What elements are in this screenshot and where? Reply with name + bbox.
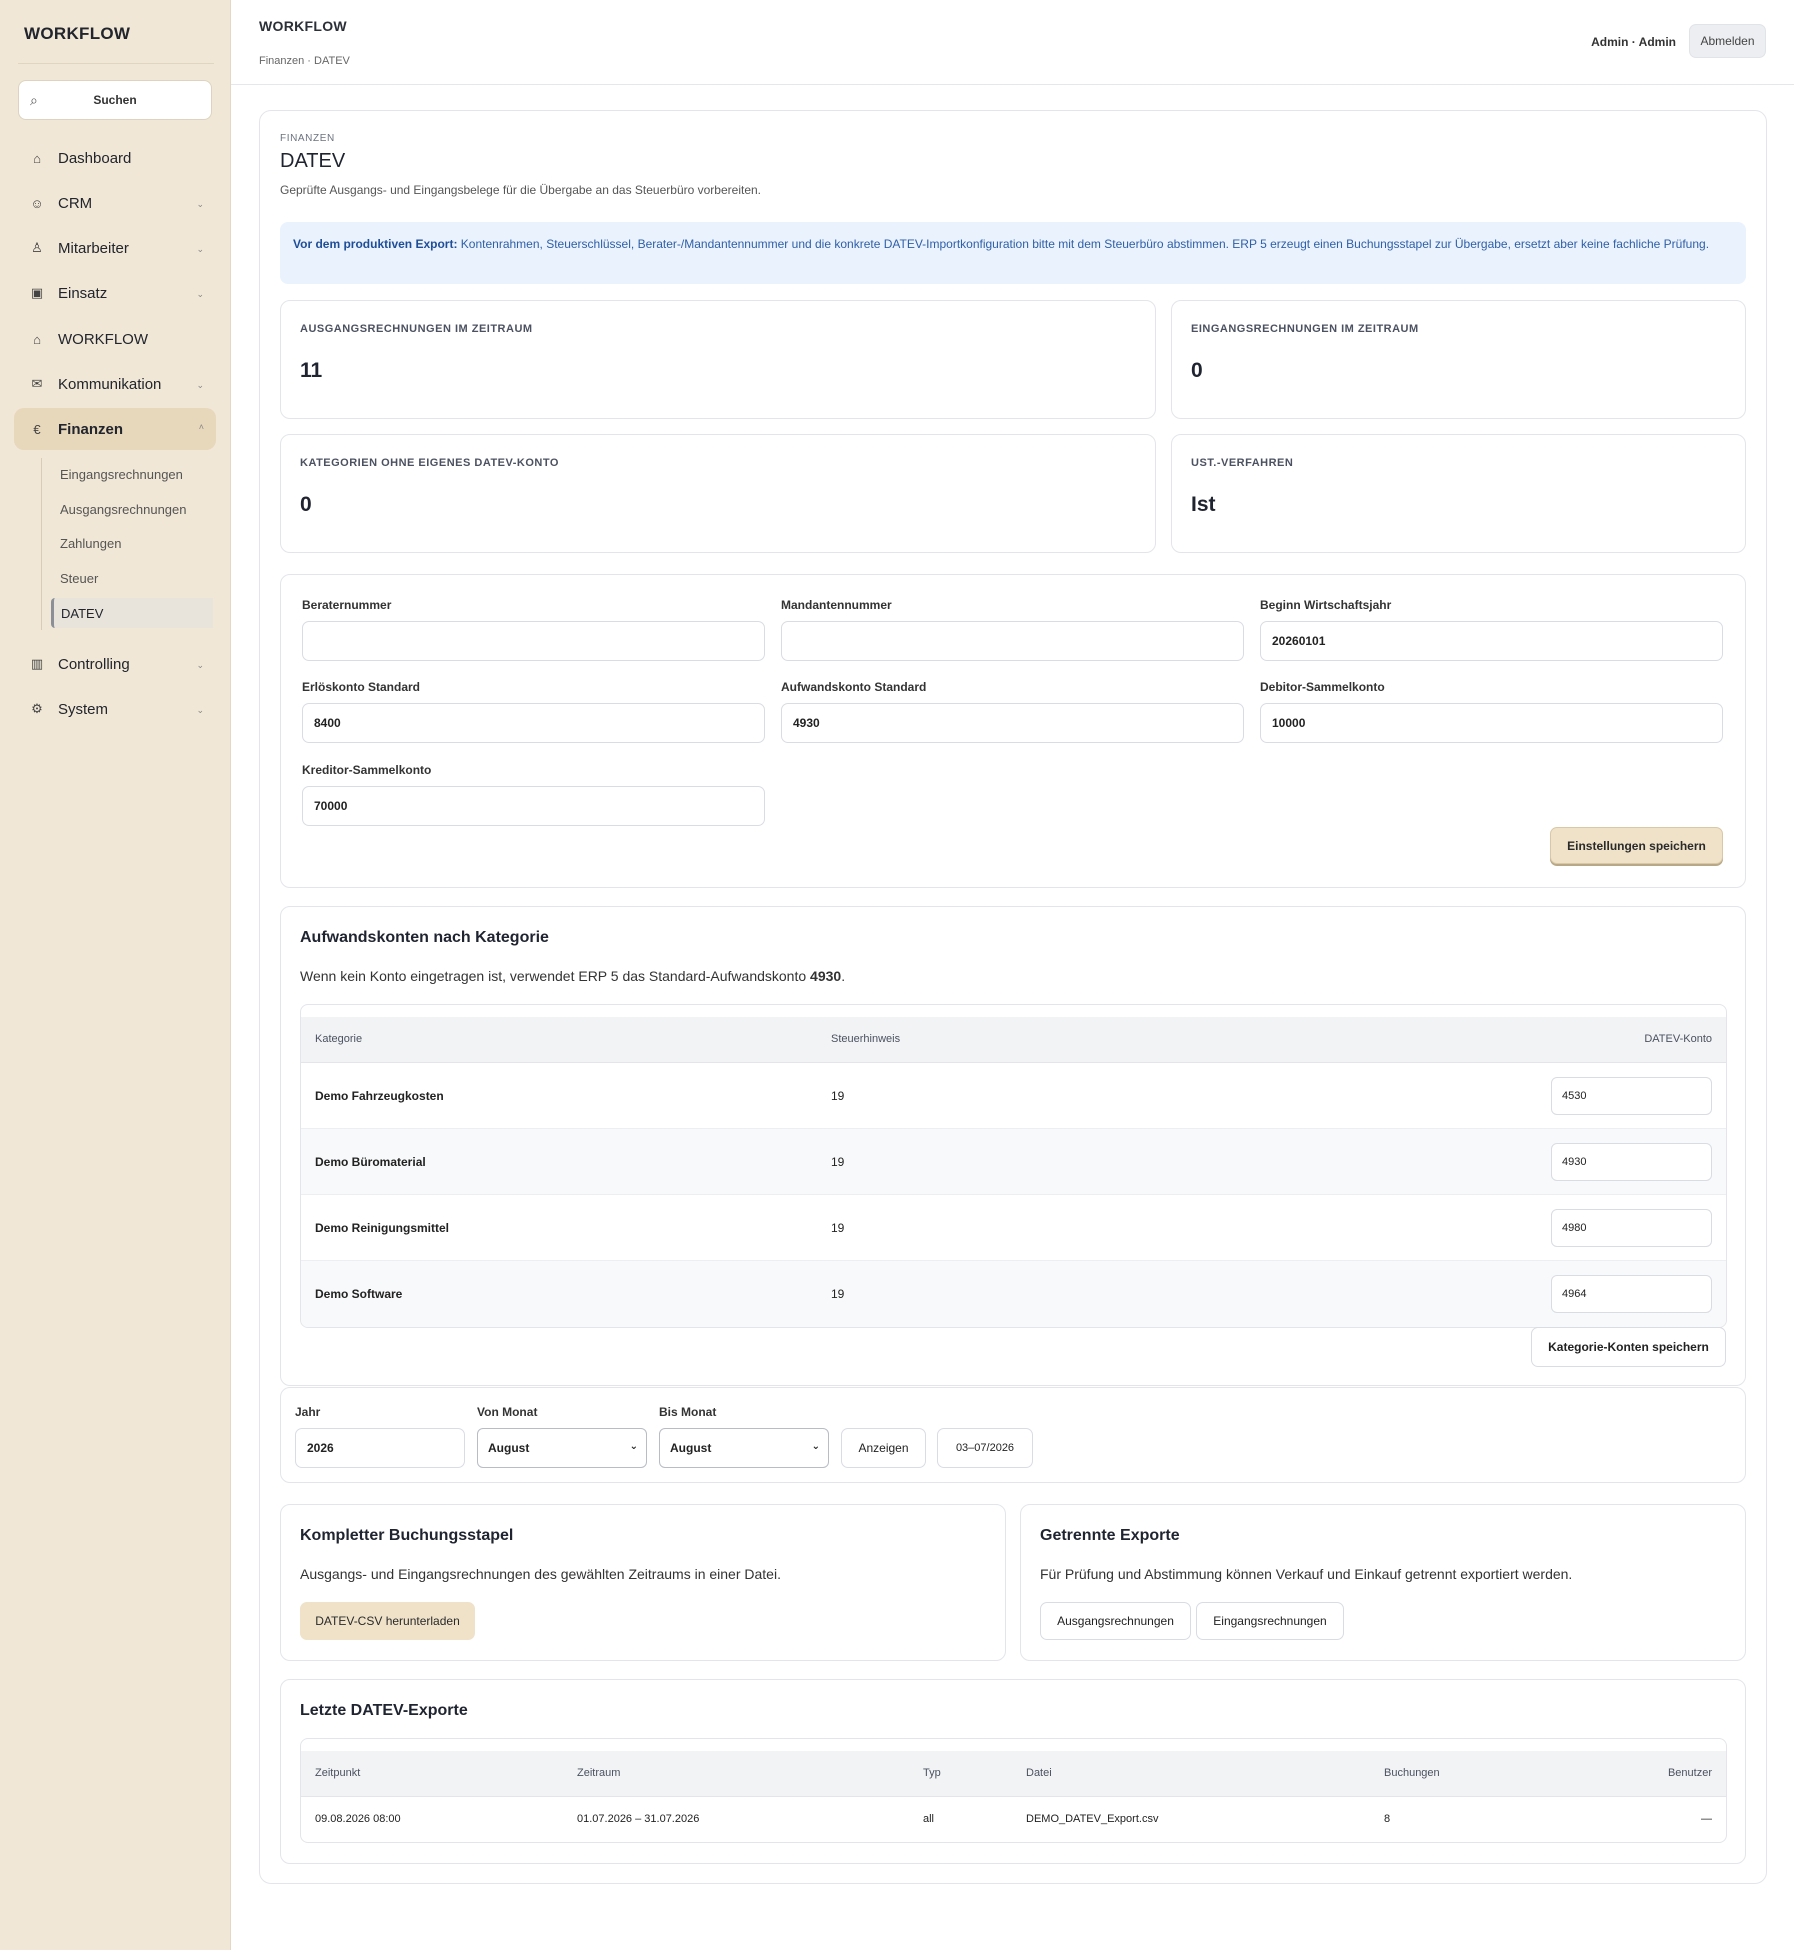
select-value: August xyxy=(670,1441,712,1455)
beraternummer-input[interactable] xyxy=(302,621,765,661)
column-header: DATEV-Konto xyxy=(1644,1033,1712,1045)
tax-hint: 19 xyxy=(831,1221,845,1235)
column-header: Typ xyxy=(923,1767,941,1779)
stat-card-vat xyxy=(1171,434,1746,553)
fiscal-year-start-input[interactable]: 20260101 xyxy=(1260,621,1723,661)
sidebar-subitem-steuer[interactable]: Steuer xyxy=(60,570,99,586)
table-row xyxy=(301,1063,1726,1129)
user-name: Admin · Admin xyxy=(1591,35,1676,49)
field-label: Beraternummer xyxy=(302,598,392,612)
from-month-select[interactable] xyxy=(477,1428,647,1468)
creditor-account-input[interactable]: 70000 xyxy=(302,786,765,826)
datev-account-input[interactable]: 4980 xyxy=(1551,1209,1712,1247)
category-name: Demo Fahrzeugkosten xyxy=(315,1089,444,1103)
header-title: WORKFLOW xyxy=(259,18,347,34)
column-header: Zeitraum xyxy=(577,1767,621,1779)
export-incoming-button[interactable]: Eingangsrechnungen xyxy=(1196,1602,1344,1640)
debtor-account-input[interactable]: 10000 xyxy=(1260,703,1723,743)
stat-label: KATEGORIEN OHNE EIGENES DATEV-KONTO xyxy=(300,457,559,469)
datev-account-input[interactable]: 4530 xyxy=(1551,1077,1712,1115)
section-description: Wenn kein Konto eingetragen ist, verwendet ERP 5 das Standard-Aufwandskonto 4930. xyxy=(300,968,846,984)
table-row xyxy=(301,1797,1726,1843)
save-settings-button[interactable]: Einstellungen speichern xyxy=(1550,827,1723,864)
table-header xyxy=(301,1017,1726,1063)
sidebar-item-label: Controlling xyxy=(58,655,130,673)
logout-button[interactable]: Abmelden xyxy=(1689,24,1766,58)
tax-hint: 19 xyxy=(831,1155,845,1169)
column-header: Buchungen xyxy=(1384,1767,1440,1779)
submenu-line xyxy=(41,458,42,630)
stat-card-outgoing xyxy=(280,300,1156,419)
section-title: Letzte DATEV-Exporte xyxy=(300,1702,468,1719)
chevron-down-icon: ⌄ xyxy=(196,199,204,209)
sidebar-item-label: Mitarbeiter xyxy=(58,239,129,257)
sidebar-item-kommunikation[interactable] xyxy=(14,366,216,402)
expense-account-input[interactable]: 4930 xyxy=(781,703,1244,743)
page-kicker: FINANZEN xyxy=(280,133,335,144)
period-preset-button[interactable]: 03–07/2026 xyxy=(937,1428,1033,1468)
sidebar-item-dashboard[interactable] xyxy=(14,140,216,176)
chevron-down-icon: ⌄ xyxy=(196,289,204,299)
download-datev-csv-button[interactable]: DATEV-CSV herunterladen xyxy=(300,1602,475,1640)
stat-value: Ist xyxy=(1191,493,1216,516)
section-title: Kompletter Buchungsstapel xyxy=(300,1527,514,1544)
chart-icon: ▥ xyxy=(30,656,44,671)
stat-label: EINGANGSRECHNUNGEN IM ZEITRAUM xyxy=(1191,323,1419,335)
category-table xyxy=(300,1004,1727,1328)
stat-value: 0 xyxy=(300,493,312,516)
search-input[interactable] xyxy=(18,80,212,120)
mail-icon: ✉ xyxy=(31,376,43,391)
export-file-link[interactable]: DEMO_DATEV_Export.csv xyxy=(1026,1813,1159,1825)
gear-icon: ⚙ xyxy=(31,701,43,716)
stat-value: 11 xyxy=(300,359,323,382)
divider xyxy=(18,63,214,64)
field-label: Aufwandskonto Standard xyxy=(781,680,927,694)
sidebar-item-workflow[interactable] xyxy=(14,321,216,357)
sidebar-item-label: Dashboard xyxy=(58,149,132,167)
notice-heading: Vor dem produktiven Export: xyxy=(293,237,458,251)
field-label: Jahr xyxy=(295,1405,321,1419)
section-description: Für Prüfung und Abstimmung können Verkauf und Einkauf getrennt exportiert werden. xyxy=(1040,1566,1573,1582)
sidebar-item-label: Finanzen xyxy=(58,420,124,438)
datev-account-input[interactable]: 4964 xyxy=(1551,1275,1712,1313)
export-outgoing-button[interactable]: Ausgangsrechnungen xyxy=(1040,1602,1191,1640)
euro-icon: € xyxy=(33,421,41,437)
exports-table xyxy=(300,1738,1727,1843)
tax-hint: 19 xyxy=(831,1287,845,1301)
top-header xyxy=(231,0,1794,85)
export-type: all xyxy=(923,1813,935,1825)
search-label: Suchen xyxy=(93,93,137,107)
sidebar-item-label: System xyxy=(58,700,109,718)
sidebar-item-label: Kommunikation xyxy=(58,375,162,393)
home-icon: ⌂ xyxy=(33,150,41,166)
calendar-icon: ▣ xyxy=(30,285,44,300)
export-range: 01.07.2026 – 31.07.2026 xyxy=(577,1813,700,1825)
sidebar-item-label: CRM xyxy=(58,194,93,212)
chevron-down-icon: ⌄ xyxy=(629,1441,638,1452)
column-header: Zeitpunkt xyxy=(315,1767,361,1779)
field-label: Beginn Wirtschaftsjahr xyxy=(1260,598,1392,612)
stat-card-incoming xyxy=(1171,300,1746,419)
sidebar-subitem-ausgangsrechnungen[interactable]: Ausgangsrechnungen xyxy=(60,501,187,517)
chevron-down-icon: ⌄ xyxy=(196,660,204,670)
field-label: Kreditor-Sammelkonto xyxy=(302,763,432,777)
sidebar-item-label: WORKFLOW xyxy=(58,330,148,348)
tax-hint: 19 xyxy=(831,1089,845,1103)
table-row xyxy=(301,1195,1726,1261)
chevron-down-icon: ⌄ xyxy=(196,244,204,254)
export-user: — xyxy=(1701,1813,1712,1825)
category-name: Demo Software xyxy=(315,1287,403,1301)
export-time: 09.08.2026 08:00 xyxy=(315,1813,401,1825)
field-label: Erlöskonto Standard xyxy=(302,680,421,694)
field-label: Von Monat xyxy=(477,1405,538,1419)
category-name: Demo Reinigungsmittel xyxy=(315,1221,450,1235)
stat-label: UST.-VERFAHREN xyxy=(1191,457,1294,469)
sidebar-item-finanzen[interactable] xyxy=(14,408,216,450)
table-row xyxy=(301,1261,1726,1327)
section-title: Aufwandskonten nach Kategorie xyxy=(300,929,549,946)
chevron-down-icon: ⌄ xyxy=(196,705,204,715)
info-notice xyxy=(280,222,1746,284)
select-value: August xyxy=(488,1441,530,1455)
home-icon: ⌂ xyxy=(33,331,41,347)
sidebar-item-controlling[interactable] xyxy=(14,646,216,682)
chevron-up-icon: ˄ xyxy=(198,422,204,432)
revenue-account-input[interactable]: 8400 xyxy=(302,703,765,743)
stat-value: 0 xyxy=(1191,359,1203,382)
year-input[interactable]: 2026 xyxy=(295,1428,465,1468)
page-title: DATEV xyxy=(280,150,346,172)
page-subtitle: Geprüfte Ausgangs- und Eingangsbelege für die Übergabe an das Steuerbüro vorbereiten. xyxy=(280,183,761,197)
stat-label: AUSGANGSRECHNUNGEN IM ZEITRAUM xyxy=(300,323,533,335)
section-title: Getrennte Exporte xyxy=(1040,1527,1180,1544)
mandantennummer-input[interactable] xyxy=(781,621,1244,661)
breadcrumb: Finanzen · DATEV xyxy=(259,55,350,67)
category-name: Demo Büromaterial xyxy=(315,1155,426,1169)
column-header: Steuerhinweis xyxy=(831,1033,901,1045)
sidebar-item-mitarbeiter[interactable] xyxy=(14,230,216,266)
field-label: Bis Monat xyxy=(659,1405,717,1419)
table-row xyxy=(301,1129,1726,1195)
sidebar xyxy=(0,0,231,1950)
column-header: Datei xyxy=(1026,1767,1052,1779)
column-header: Kategorie xyxy=(315,1033,363,1045)
section-description: Ausgangs- und Eingangsrechnungen des gewählten Zeitraums in einer Datei. xyxy=(300,1566,781,1582)
field-label: Debitor-Sammelkonto xyxy=(1260,680,1385,694)
sidebar-item-label: Einsatz xyxy=(58,284,108,302)
export-count: 8 xyxy=(1384,1813,1391,1825)
sidebar-subitem-zahlungen[interactable]: Zahlungen xyxy=(60,535,122,551)
default-account: 4930 xyxy=(810,968,842,984)
chevron-down-icon: ⌄ xyxy=(811,1441,820,1452)
table-header xyxy=(301,1751,1726,1797)
datev-account-input[interactable]: 4930 xyxy=(1551,1143,1712,1181)
sidebar-subitem-datev[interactable]: DATEV xyxy=(51,598,213,628)
brand-logo[interactable]: WORKFLOW xyxy=(24,24,131,43)
user-icon: ♙ xyxy=(31,240,43,255)
save-category-accounts-button[interactable]: Kategorie-Konten speichern xyxy=(1531,1327,1726,1367)
search-icon: ⌕ xyxy=(30,92,38,108)
notice-text: Kontenrahmen, Steuerschlüssel, Berater-/Mandantennummer und die konkrete DATEV-Importkonfiguration bitte mit dem Steuerbüro abstimmen. ERP 5 erzeugt einen Buchungsstapel zur Übergabe, ersetzt aber keine fachliche Prüfung. xyxy=(457,237,1710,251)
stat-card-categories xyxy=(280,434,1156,553)
to-month-select[interactable] xyxy=(659,1428,829,1468)
sidebar-item-einsatz[interactable] xyxy=(14,275,216,311)
users-icon: ☺ xyxy=(30,195,44,211)
sidebar-item-system[interactable] xyxy=(14,691,216,727)
sidebar-item-crm[interactable] xyxy=(14,185,216,221)
show-button[interactable]: Anzeigen xyxy=(841,1428,926,1468)
column-header: Benutzer xyxy=(1667,1767,1712,1779)
chevron-down-icon: ⌄ xyxy=(196,380,204,390)
field-label: Mandantennummer xyxy=(781,598,892,612)
sidebar-subitem-eingangsrechnungen[interactable]: Eingangsrechnungen xyxy=(60,466,183,482)
